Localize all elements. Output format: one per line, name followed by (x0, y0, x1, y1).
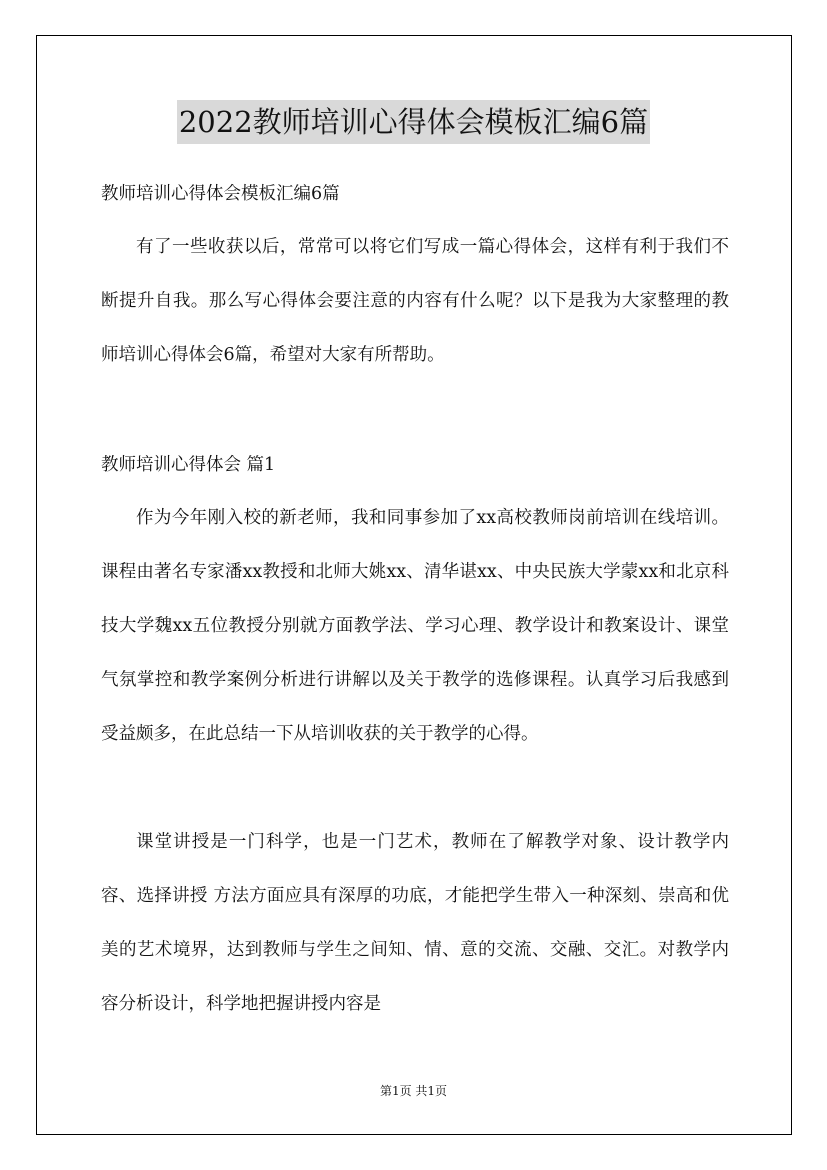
body-paragraph-1: 作为今年刚入校的新老师，我和同事参加了xx高校教师岗前培训在线培训。课程由著名专家潘xx教授和北师大姚xx、清华谌xx、中央民族大学蒙xx和北京科技大学魏xx五位教授分别就方面教学法、学习心理、教学设计和教案设计、课堂气氛掌控和教学案例分析进行讲解以及关于教学的选修课程。认真学习后我感到受益颇多，在此总结一下从培训收获的关于教学的心得。 (101, 508, 729, 744)
section-heading: 教师培训心得体会 篇1 (101, 455, 276, 475)
body-paragraph-2: 课堂讲授是一门科学，也是一门艺术，教师在了解教学对象、设计教学内容、选择讲授 方法方面应具有深厚的功底，才能把学生带入一种深刻、崇高和优美的艺术境界，达到教师与学生之间知、情、意的交流、交融、交汇。对教学内容分析设计，科学地把握讲授内容是 (101, 832, 729, 1014)
page-footer: 第1页 共1页 (379, 1084, 448, 1098)
document-subtitle: 教师培训心得体会模板汇编6篇 (101, 184, 340, 204)
intro-paragraph: 有了一些收获以后，常常可以将它们写成一篇心得体会，这样有利于我们不断提升自我。那么写心得体会要注意的内容有什么呢？以下是我为大家整理的教师培训心得体会6篇，希望对大家有所帮助。 (101, 237, 729, 365)
document-title (0, 100, 827, 144)
document-title-text: 2022教师培训心得体会模板汇编6篇 (177, 100, 650, 144)
